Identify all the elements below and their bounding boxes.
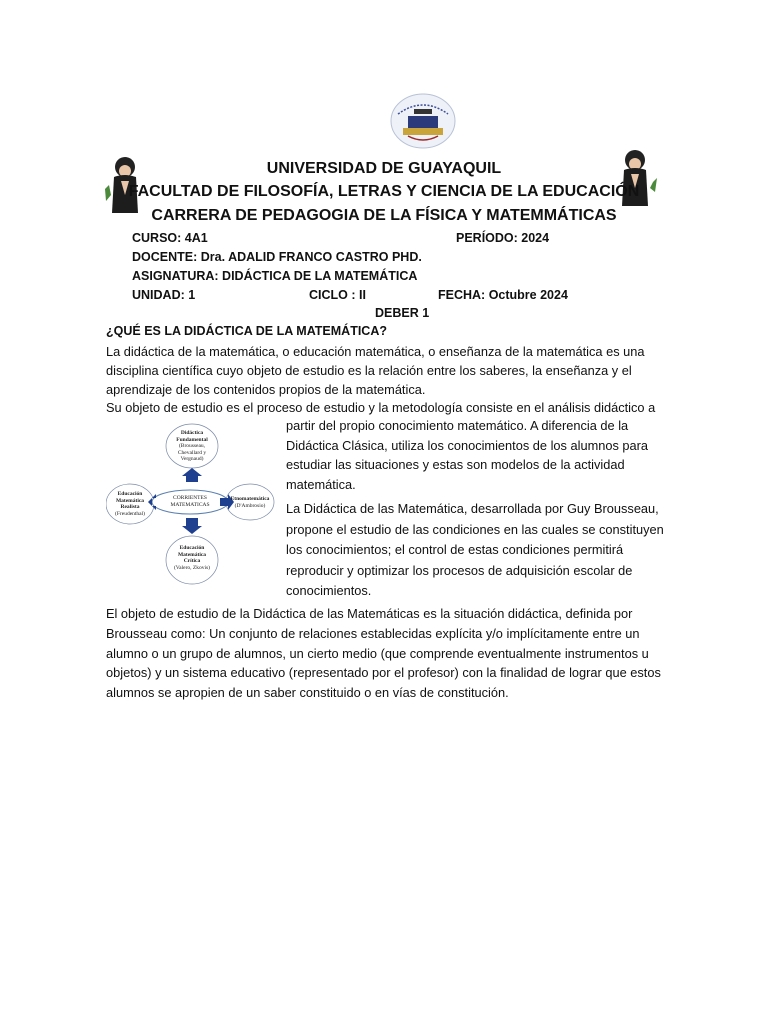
question-heading: ¿QUÉ ES LA DIDÁCTICA DE LA MATEMÁTICA?: [106, 324, 387, 338]
node-line: Crítica: [183, 558, 201, 564]
paragraph-line: estudiar las situaciones y estas son modelos de la actividad: [286, 457, 625, 472]
node-line: (Valero, Zkovis): [173, 564, 211, 571]
paragraph-line: reproducir y optimizar los procesos de adquisición escolar de: [286, 562, 633, 578]
left-node-text: [108, 491, 152, 517]
curso-label: CURSO: 4A1: [132, 231, 208, 245]
paragraph-line: disciplina científica cuyo objeto de estudio es la relación entre los saberes, la enseñanza y el: [106, 363, 632, 378]
center-node-text: [156, 495, 224, 508]
paragraph-line: conocimientos.: [286, 583, 372, 598]
paragraph-line: objetos) y un sistema educativo (representado por el profesor) con la finalidad de lograr que estos: [106, 665, 661, 681]
node-line: CORRIENTES: [173, 495, 207, 501]
paragraph-1: [106, 342, 666, 399]
node-line: Etnomatemática: [230, 496, 270, 502]
node-line: Matemática: [177, 551, 207, 558]
paragraph-line: La Didáctica de las Matemática, desarrollada por Guy Brousseau,: [286, 501, 659, 516]
paragraph-3: [286, 499, 676, 602]
node-line: Chevallard y: [177, 449, 207, 456]
university-logo: [388, 92, 458, 150]
paragraph-line: El objeto de estudio de la Didáctica de las Matemáticas es la situación didáctica, definida por: [106, 606, 633, 621]
docente-label: DOCENTE: Dra. ADALID FRANCO CASTRO PHD.: [132, 250, 422, 264]
arrow-up-icon: [182, 468, 202, 482]
paragraph-line: aprendizaje de los contenidos propios de la matemática.: [106, 382, 426, 397]
ciclo-label: CICLO : II: [309, 288, 366, 302]
paragraph-line: los conocimientos; el control de estas condiciones permitirá: [286, 542, 624, 557]
unidad-label: UNIDAD: 1: [132, 288, 196, 302]
node-line: MATEMATICAS: [170, 501, 210, 508]
node-line: Fundamental: [176, 436, 208, 443]
career-title: CARRERA DE PEDAGOGIA DE LA FÍSICA Y MATEMMÁTICAS: [151, 207, 617, 224]
periodo-label: PERÍODO: 2024: [456, 231, 550, 245]
top-node-text: [166, 430, 218, 463]
node-line: (Freudenthal): [115, 510, 145, 517]
asignatura-label: ASIGNATURA: DIDÁCTICA DE LA MATEMÁTICA: [132, 269, 418, 283]
university-title: UNIVERSIDAD DE GUAYAQUIL: [266, 160, 502, 177]
node-line: (D'Ambrosio): [234, 502, 266, 509]
paragraph-line: matemática.: [286, 476, 356, 492]
paragraph-line: partir del propio conocimiento matemático. A diferencia de la: [286, 418, 629, 433]
node-line: Matemática: [115, 497, 145, 504]
paragraph-line: propone el estudio de las condiciones en las cuales se constituyen: [286, 521, 664, 537]
paragraph-2-continuation: [286, 416, 666, 494]
paragraph-2-line: Su objeto de estudio es el proceso de estudio y la metodología consiste en el análisis didáctico a: [106, 400, 656, 415]
node-line: Didáctica: [180, 430, 204, 436]
paragraph-line: Brousseau como: Un conjunto de relaciones establecidas explícita y/o implícitamente entre un: [106, 625, 640, 641]
bottom-node-text: [166, 545, 218, 571]
paragraph-4: [106, 604, 686, 703]
currents-diagram: [106, 418, 276, 588]
deber-label: DEBER 1: [375, 306, 430, 320]
arrow-down-icon: [182, 518, 202, 534]
fecha-label: FECHA: Octubre 2024: [438, 288, 568, 302]
node-line: Vergnaud): [180, 456, 204, 462]
faculty-title: FACULTAD DE FILOSOFÍA, LETRAS Y CIENCIA DE LA EDUCACIÓN: [128, 183, 640, 200]
paragraph-line: La didáctica de la matemática, o educación matemática, o enseñanza de la matemática es una: [106, 344, 645, 359]
node-line: Realista: [120, 504, 140, 510]
node-line: Educación: [117, 491, 143, 497]
paragraph-line: Didáctica Clásica, utiliza los conocimientos de los alumnos para: [286, 437, 649, 453]
right-node-text: [226, 496, 274, 509]
paragraph-line: alumnos se apropien de un saber constituido o en vías de constitución.: [106, 685, 509, 701]
paragraph-line: alumno o un grupo de alumnos, un cierto medio (que comprende eventualmente instrumentos u: [106, 645, 649, 661]
node-line: (Brousseau,: [178, 443, 206, 449]
node-line: Educación: [179, 545, 205, 551]
